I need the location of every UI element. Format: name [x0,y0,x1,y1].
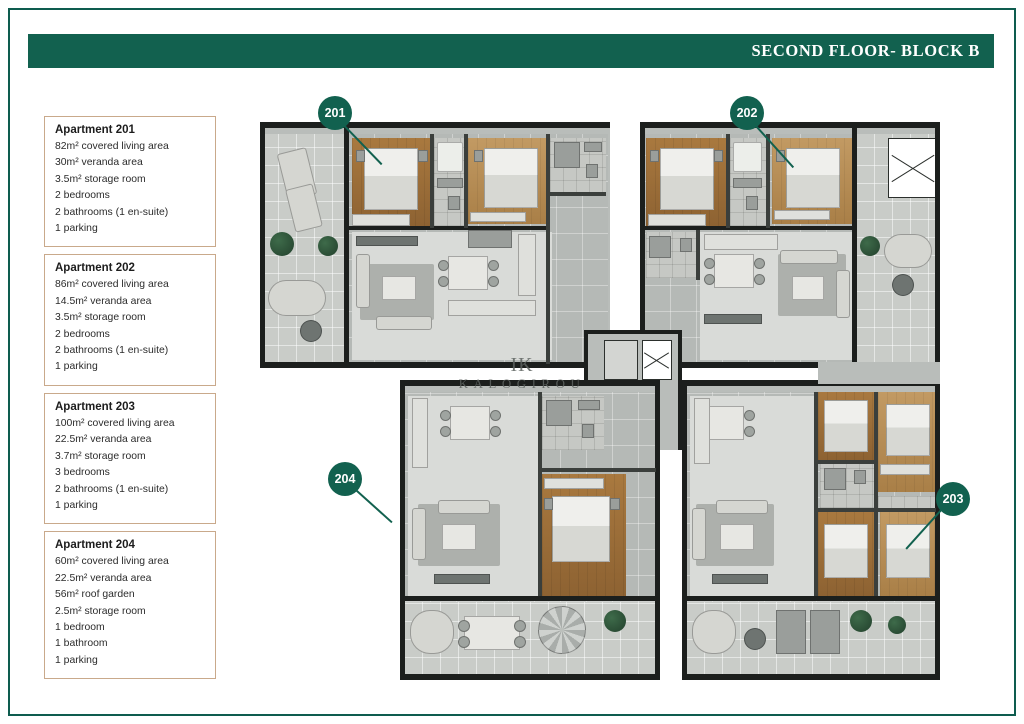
toilet [448,196,460,210]
legend-line: 3.5m² storage room [55,173,146,185]
bathtub [733,142,762,172]
plant-icon [860,236,880,256]
side-table [744,628,766,650]
bed [824,400,868,452]
bed [660,148,714,210]
page-title: SECOND FLOOR- BLOCK B [751,41,980,60]
side-table [300,320,322,342]
kitchen-island [468,230,512,248]
dining-table [714,254,754,288]
coffee-table [442,524,476,550]
title-bar [28,34,994,68]
legend-line: 30m² veranda area [55,157,143,169]
interior-wall [404,596,656,601]
legend-card-title: Apartment 202 [55,262,135,275]
sofa [692,508,706,560]
interior-wall [874,392,878,596]
exterior-wall [400,380,405,680]
marker-203[interactable]: 203 [936,482,970,516]
interior-wall [348,226,548,230]
outdoor-sofa [692,610,736,654]
kitchen-counter [704,234,778,250]
legend-line: 100m² covered living area [55,417,175,429]
kitchen-counter [694,398,710,464]
exterior-wall [640,122,940,128]
nightstand [714,150,723,162]
interior-wall [696,230,700,280]
legend-line: 22.5m² veranda area [55,434,152,446]
nightstand [650,150,659,162]
bed [886,404,930,456]
interior-wall [430,134,434,228]
legend-line: 1 bedroom [55,621,105,633]
legend-line: 2 bedrooms [55,328,110,340]
bed [824,524,868,578]
wardrobe [648,214,706,226]
tv-unit [712,574,768,584]
wardrobe [352,214,410,226]
plant-icon [850,610,872,632]
sink [584,142,602,152]
dining-chair [438,260,449,271]
nightstand [418,150,428,162]
plant-icon [270,232,294,256]
marker-204[interactable]: 204 [328,462,362,496]
dining-chair [704,258,715,269]
legend-line: 3.5m² storage room [55,312,146,324]
exterior-wall [935,380,940,680]
interior-wall [546,134,550,364]
lift-shaft-marker [642,340,672,380]
sofa [412,508,426,560]
shower-tray [824,468,846,490]
sofa [376,316,432,330]
legend-card-title: Apartment 203 [55,400,135,413]
exterior-wall [852,128,857,368]
toilet [582,424,594,438]
legend-card-203 [44,393,216,524]
legend-line: 3 bedrooms [55,467,110,479]
legend-line: 2.5m² storage room [55,605,146,617]
spiral-staircase [538,606,586,654]
legend-line: 86m² covered living area [55,279,169,291]
legend-card-title: Apartment 204 [55,539,135,552]
wardrobe [774,210,830,220]
legend-line: 1 parking [55,654,98,666]
watermark-name: KALOGIROU [458,376,586,391]
interior-wall [814,392,818,596]
shower-tray [554,142,580,168]
plant-icon [604,610,626,632]
sink [578,400,600,410]
outdoor-sofa [884,234,932,268]
dining-chair [438,276,449,287]
sofa [836,270,850,318]
legend-line: 1 parking [55,499,98,511]
watermark-glyph: IK [510,354,534,376]
watermark [422,356,622,392]
coffee-table [382,276,416,300]
outdoor-lounger [810,610,840,654]
outdoor-chair [458,620,470,632]
toilet [746,196,758,210]
shower-tray [649,236,671,258]
sofa [438,500,490,514]
sofa [716,500,768,514]
legend [44,116,216,686]
bed [886,524,930,578]
legend-line: 1 parking [55,223,98,235]
coffee-table [792,276,824,300]
storage-room [888,138,938,198]
interior-wall [766,134,770,228]
sink [437,178,463,188]
legend-line: 56m² roof garden [55,589,135,601]
exterior-wall [935,122,940,368]
dining-chair [754,274,765,285]
outdoor-sofa [410,610,454,654]
interior-wall [538,392,542,596]
exterior-wall [260,122,610,128]
exterior-wall [682,380,687,680]
sofa [356,254,370,308]
legend-line: 1 bathroom [55,638,108,650]
legend-line: 2 bathrooms (1 en-suite) [55,483,169,495]
nightstand [610,498,620,510]
apartment-203-extension-slab [818,362,940,384]
wardrobe [544,478,604,489]
wardrobe [470,212,526,222]
dining-chair [744,426,755,437]
interior-wall [816,508,936,512]
kitchen-counter [412,398,428,468]
interior-wall [548,192,606,196]
plant-icon [318,236,338,256]
legend-line: 82m² covered living area [55,141,169,152]
legend-line: 14.5m² veranda area [55,295,152,307]
toilet [680,238,692,252]
legend-card-201 [44,116,216,247]
nightstand [474,150,483,162]
legend-card-title: Apartment 201 [55,124,135,136]
bed [484,148,538,208]
legend-line: 2 bedrooms [55,190,110,202]
bathtub [437,142,463,172]
shower-tray [546,400,572,426]
marker-201[interactable]: 201 [318,96,352,130]
outdoor-lounger [776,610,806,654]
legend-line: 2 bathrooms (1 en-suite) [55,206,169,218]
sofa [780,250,838,264]
toilet [586,164,598,178]
outdoor-dining-table [464,616,520,650]
plant-icon [888,616,906,634]
marker-202[interactable]: 202 [730,96,764,130]
interior-wall [644,226,852,230]
dining-chair [490,410,501,421]
legend-line: 2 bathrooms (1 en-suite) [55,345,169,357]
tv-unit [356,236,418,246]
dining-chair [754,258,765,269]
exterior-wall [344,128,349,368]
outdoor-sofa [268,280,326,316]
outdoor-chair [458,636,470,648]
coffee-table [720,524,754,550]
dining-chair [488,276,499,287]
exterior-wall [400,674,660,680]
interior-wall [726,134,730,228]
interior-wall [816,460,878,464]
sink [733,178,762,188]
core-wall [584,330,682,334]
dining-chair [440,410,451,421]
kitchen-counter [448,300,536,316]
side-table [892,274,914,296]
kitchen-counter [518,234,536,296]
legend-card-204 [44,531,216,679]
interior-wall [686,596,936,601]
legend-line: 3.7m² storage room [55,450,146,462]
bed [552,496,610,562]
legend-line: 22.5m² veranda area [55,572,152,584]
dining-table [448,256,488,290]
exterior-wall [682,674,940,680]
bed [786,148,840,208]
dining-chair [440,426,451,437]
floor-plan-drawing [252,104,964,684]
dining-table [450,406,490,440]
interior-wall [464,134,468,228]
outdoor-chair [514,620,526,632]
toilet [854,470,866,484]
legend-card-202 [44,254,216,385]
dining-chair [488,260,499,271]
bed [364,148,418,210]
legend-line: 1 parking [55,361,98,373]
tv-unit [434,574,490,584]
nightstand [544,498,553,510]
dining-chair [744,410,755,421]
outdoor-chair [514,636,526,648]
legend-line: 60m² covered living area [55,556,169,568]
exterior-wall [260,122,265,368]
tv-unit [704,314,762,324]
dining-chair [704,274,715,285]
interior-wall [540,468,656,472]
wardrobe [880,464,930,475]
exterior-wall [655,380,660,680]
nightstand [356,150,365,162]
dining-chair [490,426,501,437]
dining-table [704,406,744,440]
